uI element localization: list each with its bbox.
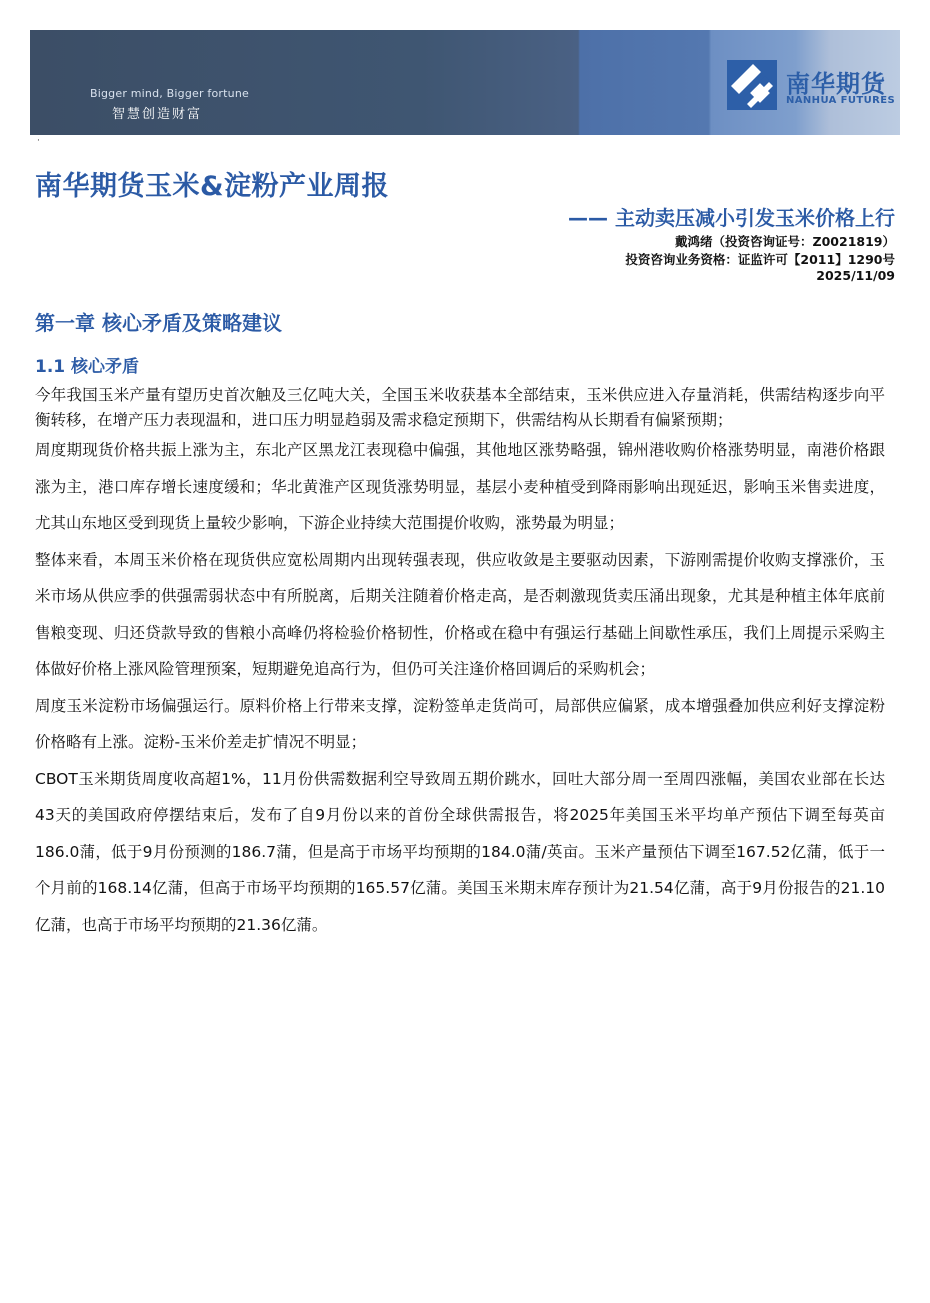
report-date: 2025/11/09 xyxy=(816,268,895,283)
nanhua-logo-icon xyxy=(727,60,777,110)
logo-subtext: NANHUA FUTURES xyxy=(786,95,896,106)
license-line: 投资咨询业务资格：证监许可【2011】1290号 xyxy=(625,252,895,267)
paragraph: 周度玉米淀粉市场偏强运行。原料价格上行带来支撑，淀粉签单走货尚可，局部供应偏紧，成本增强叠加供应利好支撑淀粉价格略有上涨。淀粉-玉米价差走扩情况不明显； xyxy=(35,696,885,751)
logo-text: 南华期货 xyxy=(786,70,886,98)
slogan-english: Bigger mind, Bigger fortune xyxy=(90,87,249,100)
paragraph: 整体来看，本周玉米价格在现货供应宽松周期内出现转强表现，供应收敛是主要驱动因素，下游刚需提价收购支撑涨价，玉米市场从供应季的供强需弱状态中有所脱离，后期关注随着价格走高，是否刺激现货卖压涌出现象，尤其是种植主体年底前售粮变现、归还贷款导致的售粮小高峰仍将检验价格韧性，价格或在稳中有强运行基础上间歇性承压，我们上周提示采购主体做好价格上涨风险管理预案，短期避免追高行为，但仍可关注逢价格回调后的采购机会； xyxy=(35,550,885,678)
section-heading: 1.1 核心矛盾 xyxy=(35,357,140,377)
body-text xyxy=(35,383,885,943)
slogan-chinese: 智慧创造财富 xyxy=(112,107,203,122)
document-subtitle: —— 主动卖压减小引发玉米价格上行 xyxy=(568,206,895,230)
paragraph: 今年我国玉米产量有望历史首次触及三亿吨大关，全国玉米收获基本全部结束，玉米供应进入存量消耗，供需结构逐步向平衡转移，在增产压力表现温和，进口压力明显趋弱及需求稳定预期下，供需结构从长期看有偏紧预期； xyxy=(35,386,885,429)
author-line: 戴鸿绪（投资咨询证号：Z0021819） xyxy=(675,234,895,249)
paragraph: CBOT玉米期货周度收高超1%，11月份供需数据利空导致周五期价跳水，回吐大部分周一至周四涨幅，美国农业部在长达43天的美国政府停摆结束后，发布了自9月份以来的首份全球供需报告，将2025年美国玉米平均单产预估下调至每英亩186.0蒲，低于9月份预测的186.7蒲，但是高于市场平均预期的184.0蒲/英亩。玉米产量预估下调至167.52亿蒲，低于一个月前的168.14亿蒲，但高于市场平均预期的165.57亿蒲。美国玉米期末库存预计为21.54亿蒲，高于9月份报告的21.10亿蒲，也高于市场平均预期的21.36亿蒲。 xyxy=(35,769,885,934)
paragraph: 周度期现货价格共振上涨为主，东北产区黑龙江表现稳中偏强，其他地区涨势略强，锦州港收购价格涨势明显，南港价格跟涨为主，港口库存增长速度缓和；华北黄淮产区现货涨势明显，基层小麦种植受到降雨影响出现延迟，影响玉米售卖进度，尤其山东地区受到现货上量较少影响，下游企业持续大范围提价收购，涨势最为明显； xyxy=(35,441,885,532)
header-banner xyxy=(30,30,900,135)
document-title: 南华期货玉米&淀粉产业周报 xyxy=(35,171,390,202)
chapter-heading: 第一章 核心矛盾及策略建议 xyxy=(35,311,282,335)
marker-dot: · xyxy=(37,136,40,146)
